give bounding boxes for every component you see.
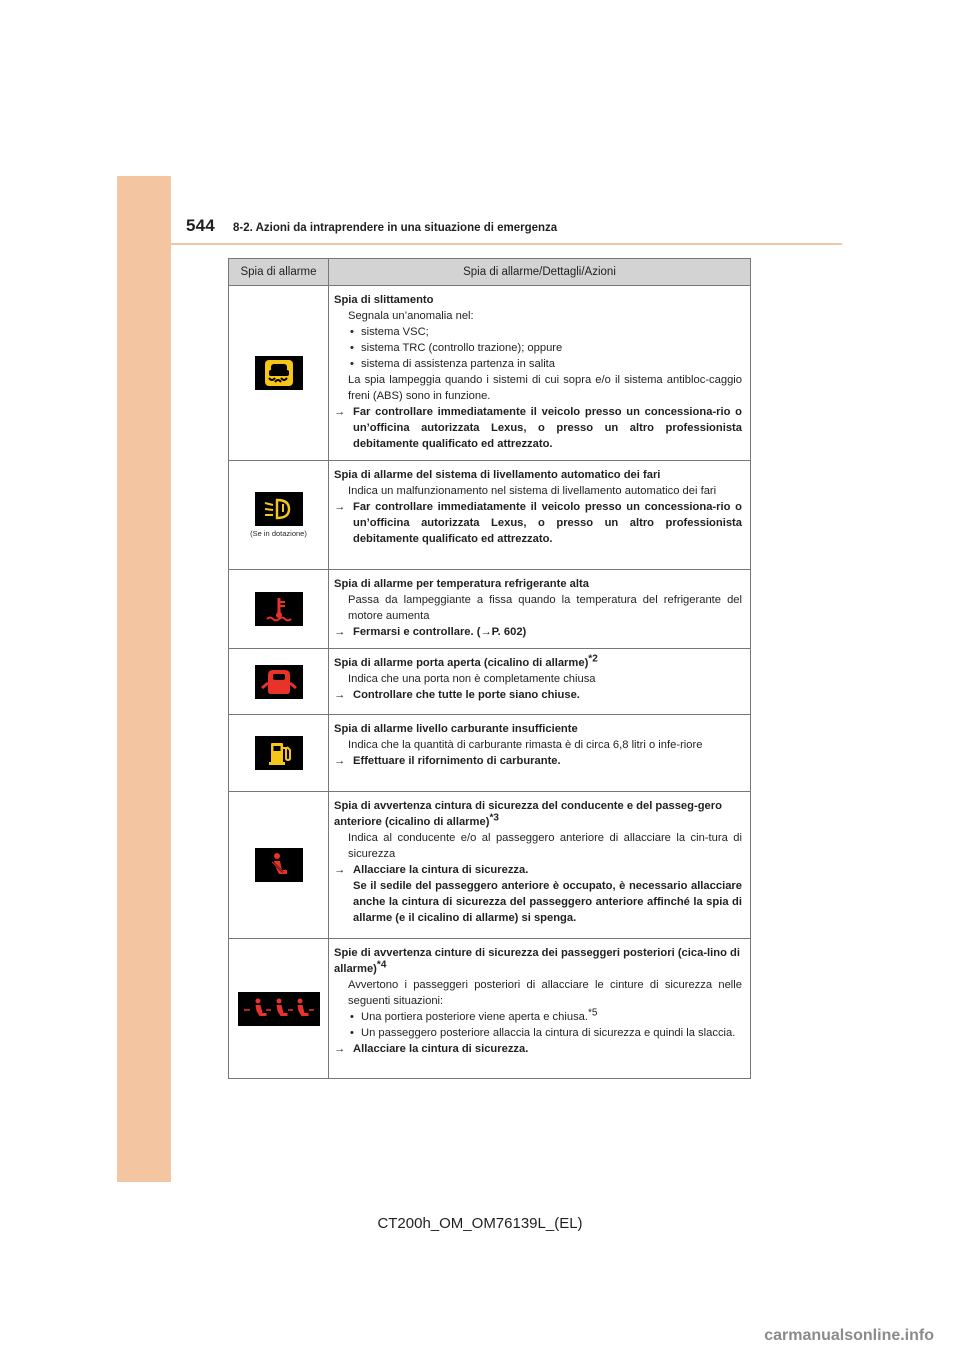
row-title: Spia di allarme porta aperta (cicalino di allarme)$^{*2}$ — [334, 653, 598, 669]
row-title: Spia di avvertenza cintura di sicurezza del conducente e del passeg-gero anteriore (cicalino di allarme)$^{*3}$ — [334, 800, 722, 828]
column-header-details: Spia di allarme/Dettagli/Azioni — [329, 259, 751, 286]
row-description: Indica un malfunzionamento nel sistema di livellamento automatico dei fari — [348, 485, 717, 497]
fuel-pump-icon — [255, 736, 303, 770]
details-cell — [329, 715, 751, 792]
list-item: • sistema TRC (controllo trazione); oppure — [334, 340, 742, 356]
list-item: • sistema VSC; — [334, 324, 742, 340]
door-open-icon — [255, 665, 303, 699]
icon-cell — [229, 715, 329, 792]
row-title: Spia di slittamento — [334, 294, 434, 306]
row-description: Avvertono i passeggeri posteriori di allacciare le cinture di sicurezza nelle seguenti situazioni: — [348, 979, 742, 1007]
warning-lights-table — [228, 258, 751, 1079]
table-row — [229, 461, 751, 570]
icon-cell — [229, 461, 329, 570]
row-description: Passa da lampeggiante a fissa quando la temperatura del refrigerante del motore aumenta — [348, 594, 742, 622]
details-cell — [329, 570, 751, 649]
row-note: La spia lampeggia quando i sistemi di cui sopra e/o il sistema antibloc-caggio freni (ABS) sono in funzione. — [348, 374, 742, 402]
details-cell — [329, 286, 751, 461]
row-action: → Allacciare la cintura di sicurezza. — [334, 1043, 529, 1055]
footnote-ref: *5 — [588, 1007, 598, 1019]
table-row — [229, 792, 751, 939]
icon-cell — [229, 286, 329, 461]
list-item: • sistema di assistenza partenza in salita — [334, 356, 742, 372]
table-row — [229, 939, 751, 1079]
page-number: 544 — [186, 216, 215, 235]
list-item: • Una portiera posteriore viene aperta e chiusa.$^{*5}$ — [334, 1009, 742, 1025]
row-action: → Effettuare il rifornimento di carburante. — [334, 755, 561, 767]
row-title: Spia di allarme del sistema di livellamento automatico dei fari — [334, 469, 661, 481]
headlight-leveling-icon — [255, 492, 303, 526]
table-header-row — [229, 259, 751, 286]
slip-indicator-icon — [255, 356, 303, 390]
details-cell — [329, 461, 751, 570]
details-cell — [329, 939, 751, 1079]
section-title: 8-2. Azioni da intraprendere in una situazione di emergenza — [233, 222, 558, 234]
row-action: → Far controllare immediatamente il veicolo presso un concessiona-rio o un’officina autorizzata Lexus, o presso un altro professionista debitamente qualificato ed attrezzato. — [334, 406, 742, 450]
arrow-icon: → — [334, 755, 346, 767]
footnote-ref: *4 — [376, 959, 387, 971]
arrow-icon: → — [334, 406, 346, 418]
list-item: • Un passeggero posteriore allaccia la cintura di sicurezza e quindi la slaccia. — [334, 1025, 742, 1041]
table-row — [229, 286, 751, 461]
arrow-icon: → — [334, 626, 346, 638]
row-title: Spia di allarme per temperatura refrigerante alta — [334, 578, 589, 590]
row-title: Spie di avvertenza cinture di sicurezza dei passeggeri posteriori (cica-lino di allarme)$^{*4}$ — [334, 947, 740, 975]
footnote-ref: *3 — [489, 812, 499, 824]
icon-cell — [229, 939, 329, 1079]
row-action-detail: Se il sedile del passeggero anteriore è occupato, è necessario allacciare anche la cintura di sicurezza del passeggero anteriore affinché la spia di allarme (e il cicalino di allarme) si spenga. — [353, 880, 742, 924]
table-row — [229, 570, 751, 649]
row-action: → Far controllare immediatamente il veicolo presso un concessiona-rio o un’officina autorizzata Lexus, o presso un altro professionista debitamente qualificato ed attrezzato. — [334, 501, 742, 545]
row-description: Indica al conducente e/o al passeggero anteriore di allacciare la cin-tura di sicurezza — [348, 832, 742, 860]
arrow-icon: → — [334, 1043, 346, 1055]
details-cell — [329, 649, 751, 715]
arrow-icon: → — [334, 501, 346, 513]
coolant-temperature-icon — [255, 592, 303, 626]
optional-note: (Se in dotazione) — [250, 529, 307, 538]
icon-cell — [229, 649, 329, 715]
row-description: Indica che una porta non è completamente chiusa — [348, 673, 596, 685]
row-action: → Allacciare la cintura di sicurezza. — [334, 864, 529, 876]
table-row — [229, 649, 751, 715]
seatbelt-icon — [255, 848, 303, 882]
row-description: Segnala un’anomalia nel: — [348, 310, 474, 322]
arrow-icon: → — [334, 864, 346, 876]
side-band — [117, 176, 171, 1182]
row-action: → Fermarsi e controllare. (→P. 602) — [334, 626, 527, 638]
rear-seatbelt-icons — [238, 992, 320, 1026]
row-description: Indica che la quantità di carburante rimasta è di circa 6,8 litri o infe-riore — [348, 739, 703, 751]
row-action: → Controllare che tutte le porte siano chiuse. — [334, 689, 580, 701]
column-header-warning-light: Spia di allarme — [229, 259, 329, 286]
details-cell — [329, 792, 751, 939]
watermark: carmanualsonline.info — [764, 1327, 934, 1344]
icon-cell — [229, 792, 329, 939]
document-code: CT200h_OM_OM76139L_(EL) — [377, 1215, 583, 1232]
footnote-ref: *2 — [588, 653, 598, 665]
header-rule — [171, 243, 842, 245]
arrow-icon: → — [334, 689, 346, 701]
table-row — [229, 715, 751, 792]
row-title: Spia di allarme livello carburante insufficiente — [334, 723, 578, 735]
icon-cell — [229, 570, 329, 649]
